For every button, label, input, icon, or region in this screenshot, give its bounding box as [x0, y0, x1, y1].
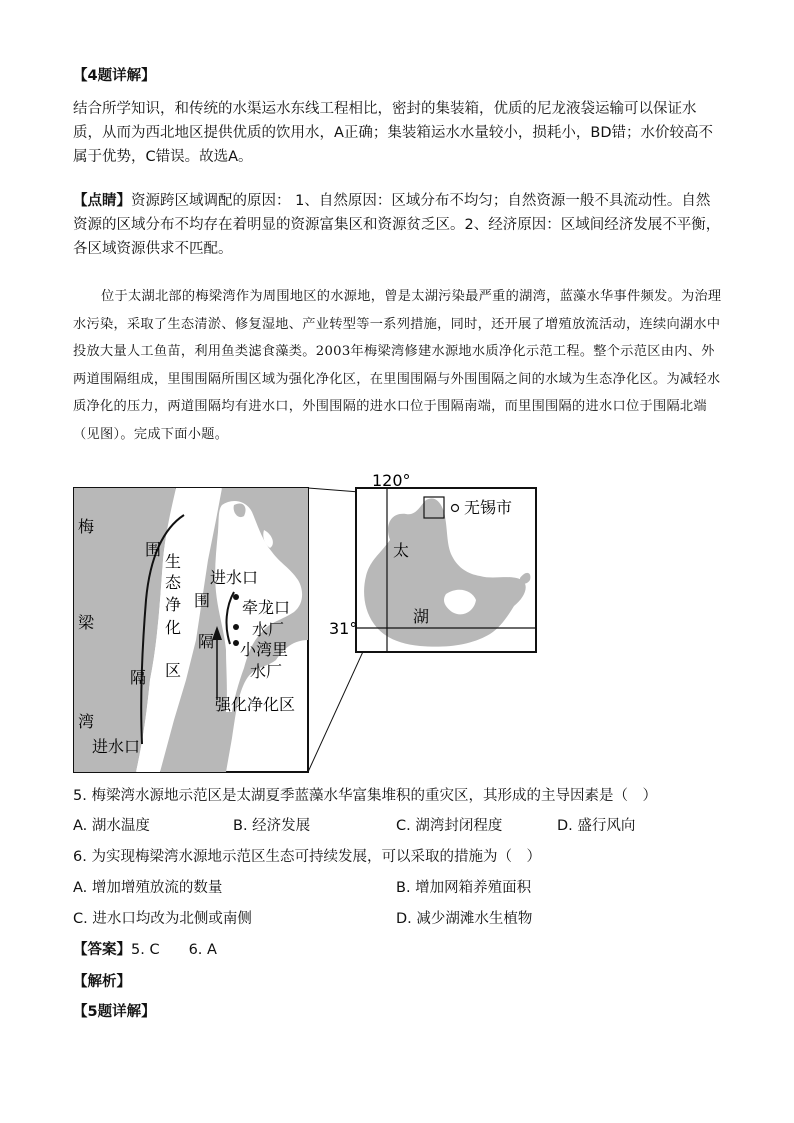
- label-eco-4: 化: [165, 618, 182, 637]
- q4-heading: 【4题详解】: [73, 68, 156, 84]
- label-plant2-a: 小湾里: [240, 640, 289, 659]
- label-lon: 120°: [372, 471, 411, 490]
- label-plant2-b: 水厂: [250, 662, 283, 681]
- q6-stem: 6. 为实现梅梁湾水源地示范区生态可持续发展，可以采取的措施为（ ）: [73, 849, 541, 865]
- q6-option-a: A. 增加增殖放流的数量: [73, 880, 223, 896]
- q5-option-d: D. 盛行风向: [557, 818, 636, 834]
- analysis-heading: 【解析】: [73, 974, 131, 990]
- q4-body-text: 结合所学知识，和传统的水渠运水东线工程相比，密封的集装箱，优质的尼龙液袋运输可以保证水质，从而为西北地区提供优质的饮用水，A正确；集装箱运水水量较小，损耗小，BD错；水价较高不属于优势，C错误。故选A。: [73, 101, 714, 165]
- answer-value: 5. C 6. A: [131, 942, 217, 958]
- q6-option-d: D. 减少湖滩水生植物: [396, 911, 533, 927]
- q6-option-b: B. 增加网箱养殖面积: [396, 880, 532, 896]
- tip-label: 【点睛】: [73, 193, 131, 209]
- q5-option-a: A. 湖水温度: [73, 818, 150, 834]
- label-mei: 梅: [78, 517, 95, 536]
- label-wei-outer: 围: [145, 540, 162, 559]
- label-wei-inner: 围: [194, 591, 211, 610]
- label-eco-1: 生: [165, 552, 182, 571]
- q5-option-c: C. 湖湾封闭程度: [396, 818, 503, 834]
- tip-body: 资源跨区域调配的原因： 1、自然原因：区域分布不均匀；自然资源一般不具流动性。自然资源的区域分布不均存在着明显的资源富集区和资源贫乏区。2、经济原因：区域间经济发展不平衡，各区域资源供求不匹配。: [73, 193, 721, 257]
- label-liang: 梁: [78, 613, 95, 632]
- label-inlet-north: 进水口: [210, 568, 259, 587]
- answer-label: 【答案】: [73, 942, 131, 958]
- answer-line: [73, 940, 217, 960]
- label-plant1-b: 水厂: [252, 620, 285, 639]
- label-ge-outer: 隔: [130, 668, 147, 687]
- label-plant1-a: 牵龙口: [242, 598, 291, 617]
- label-eco-3: 净: [165, 595, 182, 614]
- label-inlet-south: 进水口: [92, 737, 141, 756]
- q5-option-b: B. 经济发展: [233, 818, 311, 834]
- label-hu: 湖: [413, 607, 430, 626]
- label-lat: 31°: [329, 619, 358, 638]
- q5-detail-heading: 【5题详解】: [73, 1004, 156, 1020]
- q6-option-c: C. 进水口均改为北侧或南侧: [73, 911, 252, 927]
- passage: 位于太湖北部的梅梁湾作为周围地区的水源地，曾是太湖污染最严重的湖湾，蓝藻水华事件频发。为治理水污染，采取了生态清淤、修复湿地、产业转型等一系列措施，同时，还开展了增殖放流活动，连续向湖水中投放大量人工鱼苗，利用鱼类滤食藻类。2003年梅梁湾修建水源地水质净化示范工程。整个示范区由内、外两道围隔组成，里围围隔所围区域为强化净化区，在里围围隔与外围围隔之间的水域为生态净化区。为减轻水质净化的压力，两道围隔均有进水口，外围围隔的进水口位于围隔南端，而里围围隔的进水口位于围隔北端（见图）。完成下面小题。: [73, 289, 722, 442]
- q5-stem: 5. 梅梁湾水源地示范区是太湖夏季蓝藻水华富集堆积的重灾区，其形成的主导因素是（ ）: [73, 788, 657, 804]
- label-eco-5: 区: [165, 661, 182, 680]
- label-strong-zone: 强化净化区: [215, 695, 296, 714]
- label-ge-inner: 隔: [198, 632, 215, 651]
- label-eco-2: 态: [165, 573, 182, 592]
- label-tai: 太: [393, 541, 410, 560]
- label-wuxi: 无锡市: [464, 498, 513, 517]
- label-wan: 湾: [78, 712, 95, 731]
